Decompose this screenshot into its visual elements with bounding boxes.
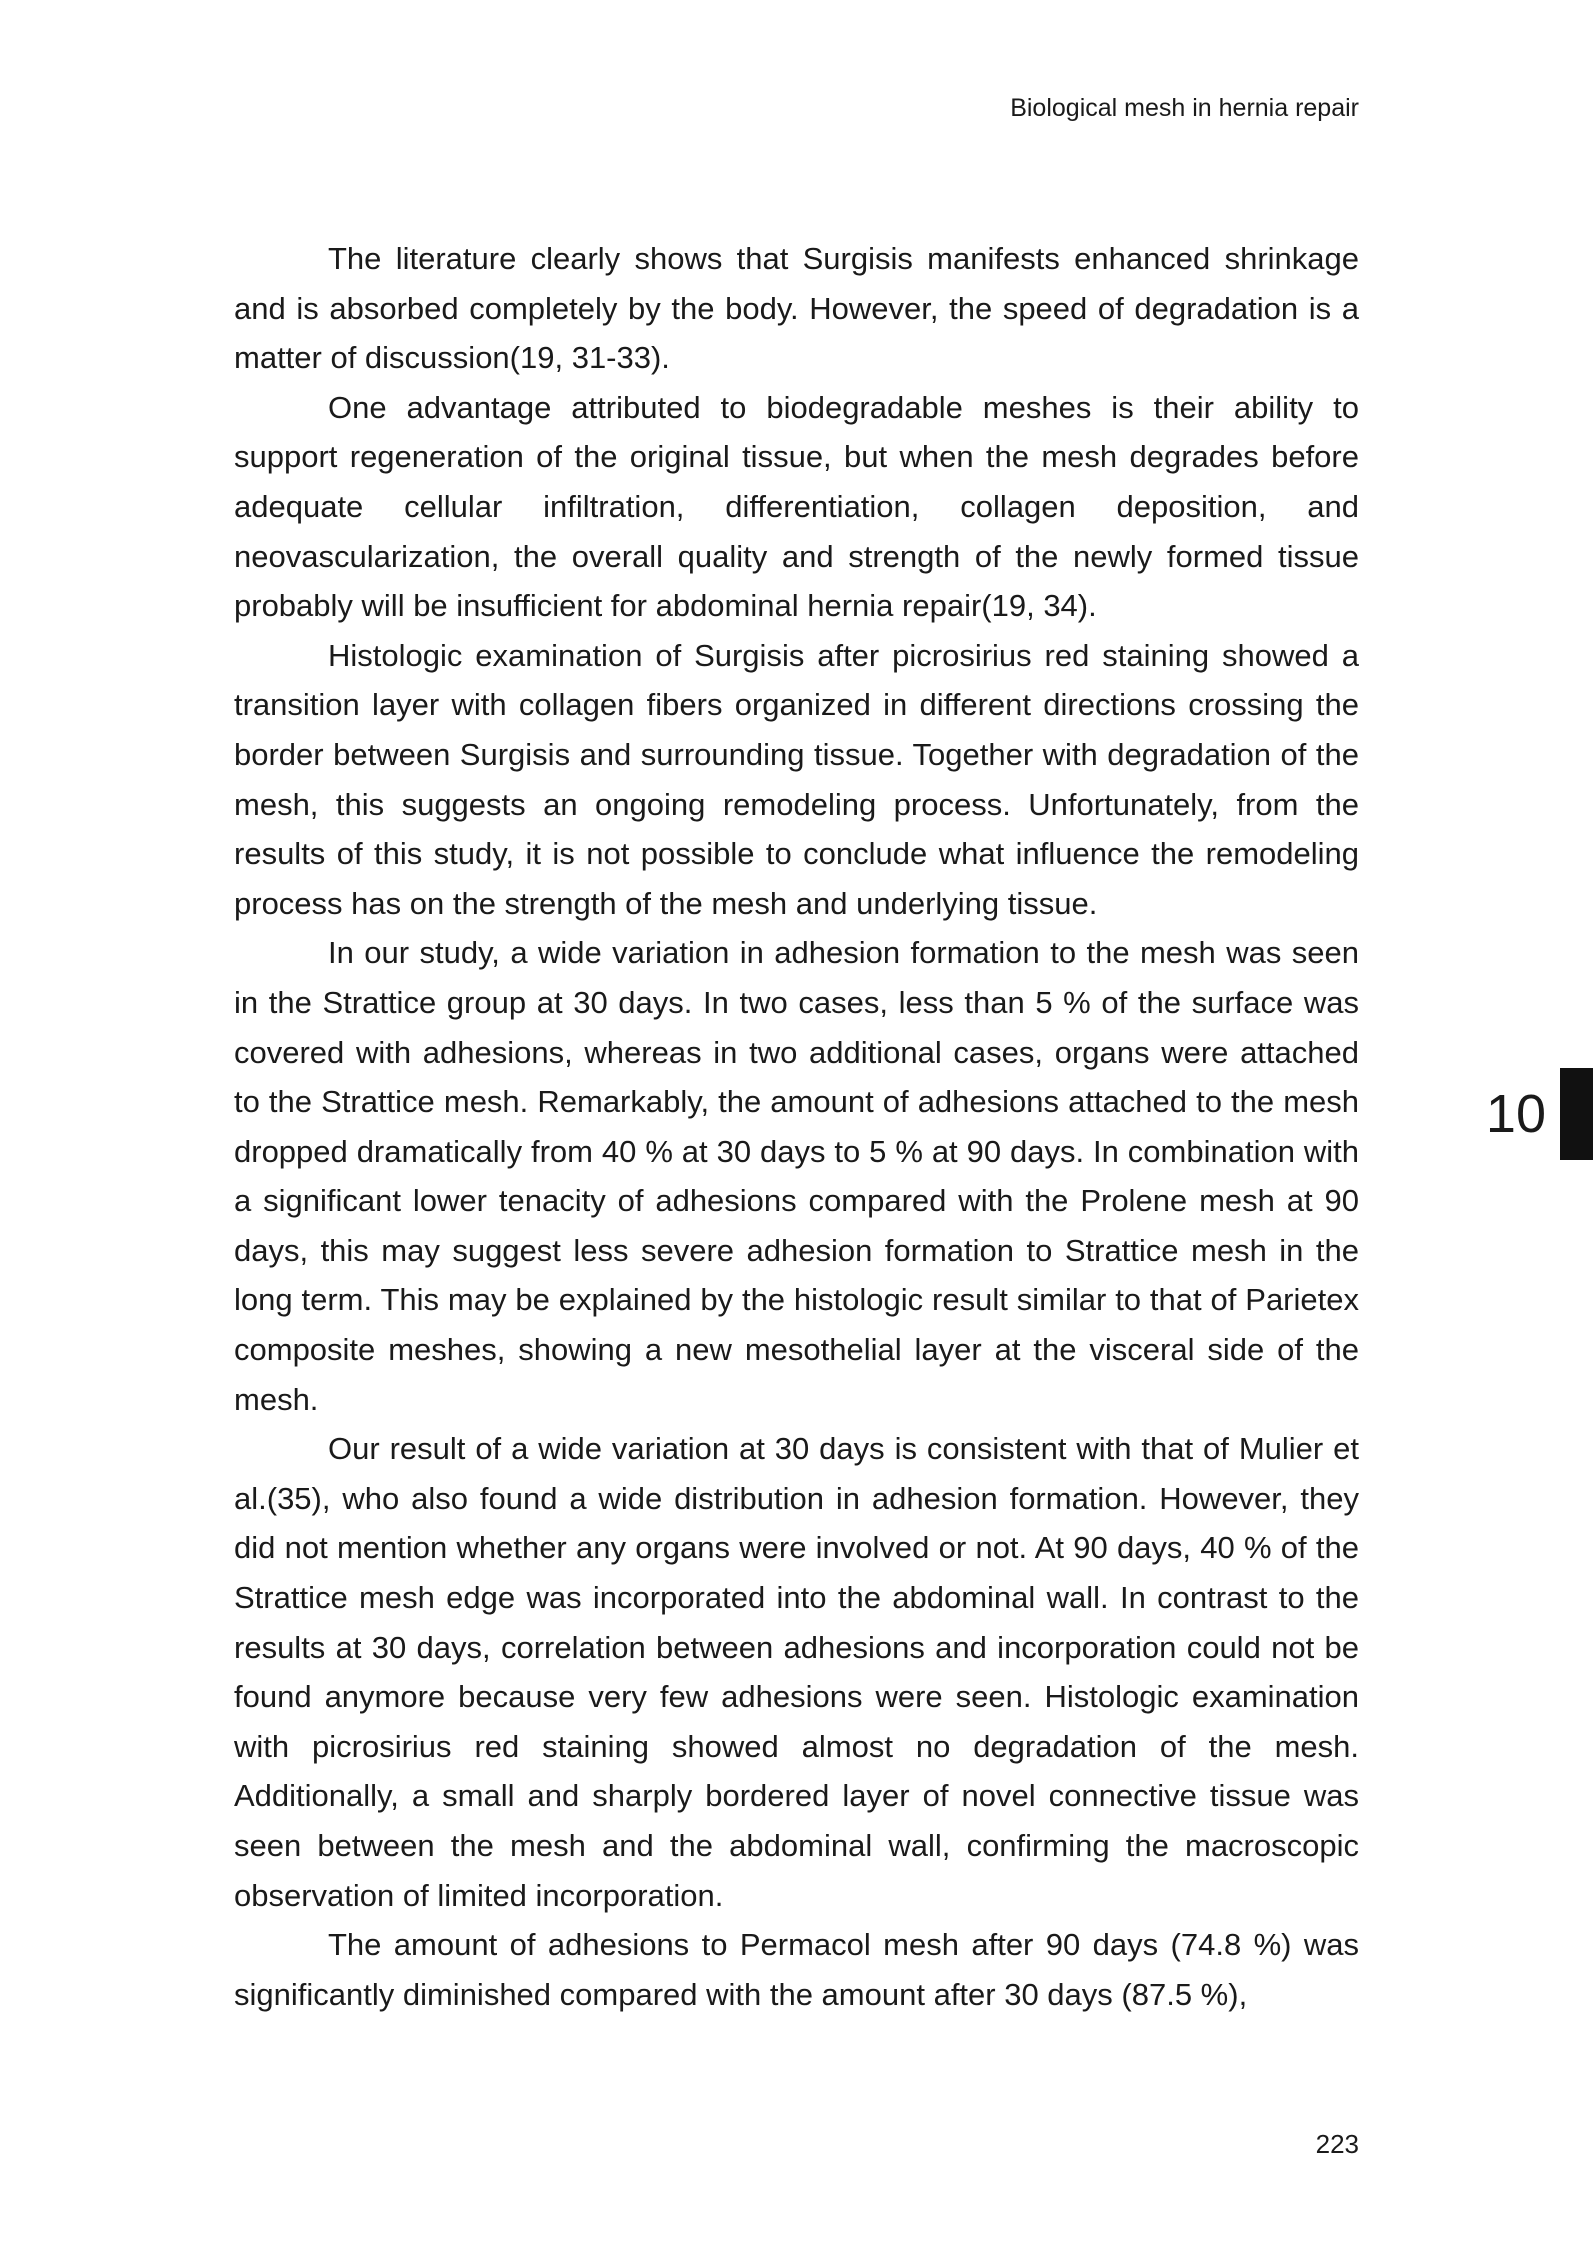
paragraph-permacol-adhesions: The amount of adhesions to Permacol mesh after 90 days (74.8 %) was significantly diminished compared with the amount after 30 days (87.5 %), — [234, 1927, 1359, 2012]
paragraph-biodegradable-advantage: One advantage attributed to biodegradable meshes is their ability to support regeneration of the original tissue, but when the mesh degrades before adequate cellular infiltration, differentiation, collagen deposition, and neovascularization, the overall quality and strength of the newly formed tissue probably will be insufficient for abdominal hernia repair(19, 34). — [234, 389, 1359, 624]
paragraph-histologic-surgisis: Histologic examination of Surgisis after picrosirius red staining showed a transition layer with collagen fibers organized in different directions crossing the border between Surgisis and surrounding tissue. Together with degradation of the mesh, this suggests an ongoing remodeling process. Unfortunately, from the results of this study, it is not possible to conclude what influence the remodeling process has on the strength of the mesh and underlying tissue. — [234, 637, 1359, 921]
page-number: 223 — [1315, 2129, 1359, 2159]
paragraph-strattice-adhesion: In our study, a wide variation in adhesion formation to the mesh was seen in the Strattice group at 30 days. In two cases, less than 5 % of the surface was covered with adhesions, whereas in two additional cases, organs were attached to the Strattice mesh. Remarkably, the amount of adhesions attached to the mesh dropped dramatically from 40 % at 30 days to 5 % at 90 days. In combination with a significant lower tenacity of adhesions compared with the Prolene mesh at 90 days, this may suggest less severe adhesion formation to Strattice mesh in the long term. This may be explained by the histologic result similar to that of Parietex composite meshes, showing a new mesothelial layer at the visceral side of the mesh. — [234, 935, 1359, 1417]
paragraph-mulier-comparison: Our result of a wide variation at 30 days is consistent with that of Mulier et al.(35), who also found a wide distribution in adhesion formation. However, they did not mention whether any organs were involved or not. At 90 days, 40 % of the Strattice mesh edge was incorporated into the abdominal wall. In contrast to the results at 30 days, correlation between adhesions and incorporation could not be found anymore because very few adhesions were seen. Histologic examination with picrosirius red staining showed almost no degradation of the mesh. Additionally, a small and sharply bordered layer of novel connective tissue was seen between the mesh and the abdominal wall, confirming the macroscopic observation of limited incorporation. — [234, 1431, 1359, 1913]
paragraph-surgisis-shrinkage: The literature clearly shows that Surgisis manifests enhanced shrinkage and is absorbed completely by the body. However, the speed of degradation is a matter of discussion(19, 31-33). — [234, 241, 1359, 376]
chapter-number: 10 — [1485, 1084, 1546, 1144]
chapter-tab-marker — [1560, 1068, 1593, 1160]
body-text — [234, 234, 1359, 2019]
running-header: Biological mesh in hernia repair — [1010, 94, 1359, 122]
